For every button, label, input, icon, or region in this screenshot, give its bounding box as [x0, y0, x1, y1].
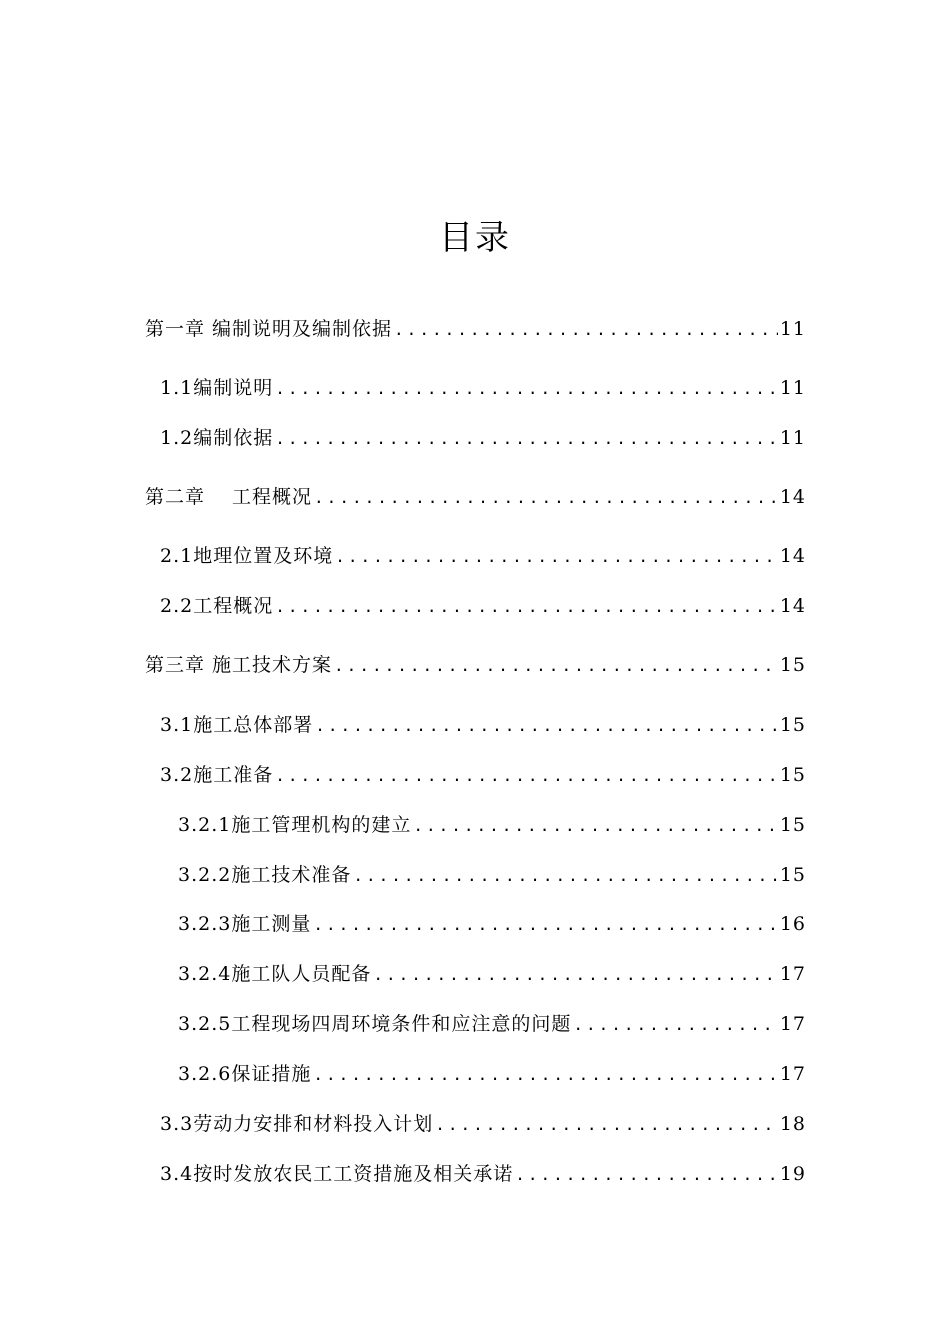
dot-leader [313, 911, 777, 939]
toc-entry-label: 3.2施工准备 [160, 764, 274, 786]
toc-entry-page: 11 [779, 427, 806, 449]
toc-entry-label: 第一章 编制说明及编制依据 [145, 318, 393, 340]
toc-entry-chapter-2[interactable] [145, 483, 806, 512]
toc-entry-page: 19 [779, 1163, 806, 1185]
dot-leader [373, 961, 777, 989]
toc-entry-2-1[interactable] [160, 542, 806, 571]
toc-entry-label: 第二章 工程概况 [145, 486, 313, 508]
toc-entry-label: 3.2.5工程现场四周环境条件和应注意的问题 [178, 1013, 572, 1035]
dot-leader [515, 1161, 778, 1189]
dot-leader [435, 1111, 778, 1139]
toc-entry-3-2-1[interactable] [178, 811, 806, 840]
dot-leader [313, 1061, 777, 1089]
toc-entry-page: 18 [779, 1113, 806, 1135]
toc-entry-3-1[interactable] [160, 711, 806, 740]
dot-leader [275, 593, 778, 621]
dot-leader [573, 1011, 777, 1039]
dot-leader [413, 812, 777, 840]
toc-entry-3-2-3[interactable] [178, 910, 806, 939]
toc-entry-page: 14 [779, 486, 806, 508]
dot-leader [334, 652, 778, 680]
toc-entry-label: 3.2.1施工管理机构的建立 [178, 814, 412, 836]
toc-entry-3-2[interactable] [160, 761, 806, 790]
toc-entry-page: 16 [779, 913, 806, 935]
toc-entry-label: 3.3劳动力安排和材料投入计划 [160, 1113, 434, 1135]
toc-entry-page: 11 [779, 377, 806, 399]
toc-entry-chapter-1[interactable] [145, 315, 806, 344]
toc-entry-page: 15 [779, 814, 806, 836]
toc-entry-page: 17 [779, 963, 806, 985]
toc-entry-label: 第三章 施工技术方案 [145, 654, 333, 676]
toc-entry-label: 3.2.3施工测量 [178, 913, 312, 935]
toc-entry-2-2[interactable] [160, 592, 806, 621]
toc-entry-label: 3.1施工总体部署 [160, 714, 314, 736]
toc-entry-label: 1.2编制依据 [160, 427, 274, 449]
toc-entry-3-3[interactable] [160, 1110, 806, 1139]
toc-entry-label: 1.1编制说明 [160, 377, 274, 399]
toc-entry-page: 15 [779, 654, 806, 676]
toc-entry-label: 2.1地理位置及环境 [160, 545, 334, 567]
toc-entry-page: 15 [779, 764, 806, 786]
toc-entry-page: 15 [779, 714, 806, 736]
toc-entry-1-1[interactable] [160, 374, 806, 403]
toc-entry-label: 3.2.4施工队人员配备 [178, 963, 372, 985]
toc-entry-3-2-5[interactable] [178, 1010, 806, 1039]
toc-entry-3-2-4[interactable] [178, 960, 806, 989]
toc-entry-page: 15 [779, 864, 806, 886]
dot-leader [335, 543, 778, 571]
toc-entry-page: 14 [779, 595, 806, 617]
dot-leader [314, 484, 778, 512]
toc-entry-3-2-2[interactable] [178, 861, 806, 890]
dot-leader [275, 425, 778, 453]
toc-entry-1-2[interactable] [160, 424, 806, 453]
toc-entry-label: 3.2.2施工技术准备 [178, 864, 352, 886]
dot-leader [315, 712, 778, 740]
toc-title: 目录 [439, 218, 511, 258]
toc-entry-3-2-6[interactable] [178, 1060, 806, 1089]
toc-entry-chapter-3[interactable] [145, 651, 806, 680]
toc-entry-label: 3.2.6保证措施 [178, 1063, 312, 1085]
dot-leader [353, 862, 777, 890]
toc-entry-page: 17 [779, 1063, 806, 1085]
toc-entry-label: 3.4按时发放农民工工资措施及相关承诺 [160, 1163, 514, 1185]
dot-leader [394, 316, 778, 344]
toc-entry-page: 17 [779, 1013, 806, 1035]
toc-entry-page: 11 [779, 318, 806, 340]
toc-entry-label: 2.2工程概况 [160, 595, 274, 617]
dot-leader [275, 375, 778, 403]
toc-entry-page: 14 [779, 545, 806, 567]
dot-leader [275, 762, 778, 790]
toc-entry-3-4[interactable] [160, 1160, 806, 1189]
